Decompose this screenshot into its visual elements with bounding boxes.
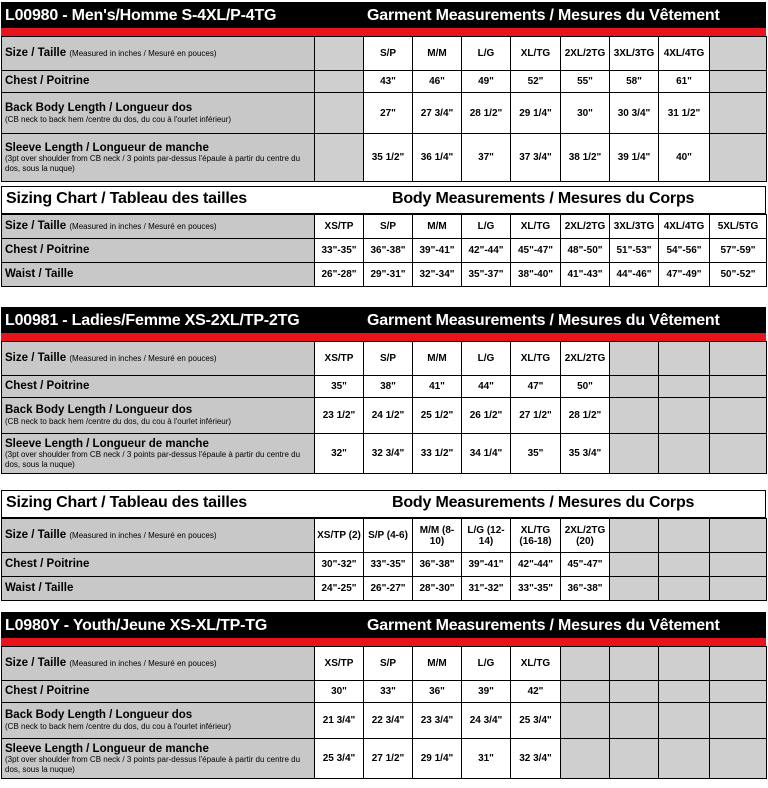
measurement-cell: 36"-38" [364,239,413,263]
measurement-cell: 30 3/4" [610,93,659,134]
measurement-cell: 38 1/2" [561,134,610,182]
measurement-table [1,646,767,779]
size-header-cell: XL/TG [511,647,561,681]
table-row [2,434,767,474]
section-subtitle: Body Measurements / Mesures du Corps [392,494,695,511]
measurement-cell: 39"-41" [462,553,511,577]
measurement-cell: 32"-34" [413,263,462,287]
measurement-cell [710,739,767,779]
row-label-measure-note: (3pt over shoulder from CB neck / 3 points par-dessus l'épaule à partir du centre du dos, sous la nuque) [5,450,301,469]
row-label-text: Back Body Length / Longueur dos [5,709,193,722]
garment-measurements-section [1,612,766,779]
section-header [1,2,766,36]
size-header-cell: L/G [462,647,511,681]
section-title: Sizing Chart / Tableau des tailles [6,494,247,511]
measurement-cell [610,703,659,739]
measurement-cell: 33" [364,681,413,703]
table-row [2,134,767,182]
measurement-cell: 58" [610,71,659,93]
measurement-cell: 26"-28" [315,263,364,287]
measurement-cell: 46" [413,71,462,93]
row-label-text: Waist / Taille [5,268,74,281]
measurement-cell [610,398,659,434]
measurement-cell [610,553,659,577]
measurement-cell [710,553,767,577]
measurement-cell: 39" [462,681,511,703]
size-header-cell: M/M [413,342,462,376]
measurement-cell [659,739,710,779]
measurement-cell [710,577,767,601]
measurement-cell [710,434,767,474]
measurement-cell [710,71,767,93]
measurement-cell: 29 1/4" [511,93,561,134]
measurement-table [1,518,767,601]
size-header-cell: 5XL/5TG [710,215,767,239]
measurement-cell: 52" [511,71,561,93]
measurement-cell [710,376,767,398]
size-header-cell: L/G [462,342,511,376]
table-row [2,519,767,553]
size-header-cell: S/P [364,215,413,239]
section-subtitle: Garment Measurements / Mesures du Vêtement [367,7,720,24]
section-header [1,612,766,646]
row-label-unit-note: (Measured in inches / Mesuré en pouces) [69,49,217,59]
row-label-text: Sleeve Length / Longueur de manche [5,742,209,755]
measurement-cell: 33"-35" [315,239,364,263]
row-label [2,215,315,239]
size-header-cell: 3XL/3TG [610,215,659,239]
measurement-table [1,36,767,182]
measurement-cell: 33"-35" [511,577,561,601]
measurement-cell: 42"-44" [462,239,511,263]
row-label [2,71,315,93]
size-header-cell: XL/TG [511,215,561,239]
measurement-cell: 57"-59" [710,239,767,263]
measurement-cell: 39"-41" [413,239,462,263]
measurement-cell [659,577,710,601]
measurement-cell: 31"-32" [462,577,511,601]
red-accent-bar [1,333,766,341]
measurement-cell [710,134,767,182]
table-row [2,577,767,601]
table-row [2,553,767,577]
measurement-cell: 26"-27" [364,577,413,601]
measurement-cell [315,93,364,134]
row-label [2,263,315,287]
size-header-cell [659,647,710,681]
measurement-cell: 28 1/2" [462,93,511,134]
row-label-text: Back Body Length / Longueur dos [5,404,193,417]
section-header [1,186,766,214]
measurement-cell: 25 3/4" [511,703,561,739]
size-header-cell [561,647,610,681]
measurement-cell: 24 1/2" [364,398,413,434]
size-header-cell [710,342,767,376]
measurement-cell [659,703,710,739]
row-label-text: Chest / Poitrine [5,685,90,698]
row-label-measure-note: (CB neck to back hem /centre du dos, du cou à l'ourlet inférieur) [5,417,232,427]
row-label-text: Chest / Poitrine [5,75,90,88]
size-header-cell: XL/TG [511,342,561,376]
measurement-cell: 41" [413,376,462,398]
measurement-cell: 42"-44" [511,553,561,577]
table-row [2,376,767,398]
garment-measurements-section [1,307,766,474]
measurement-cell [659,398,710,434]
size-header-cell: 4XL/4TG [659,37,710,71]
measurement-cell: 38" [364,376,413,398]
row-label-unit-note: (Measured in inches / Mesuré en pouces) [69,354,217,364]
size-header-cell: XS/TP [315,342,364,376]
size-header-cell: M/M (8-10) [413,519,462,553]
measurement-cell: 23 1/2" [315,398,364,434]
size-header-cell: 4XL/4TG [659,215,710,239]
body-measurements-section [1,490,766,601]
table-row [2,342,767,376]
section-subtitle: Body Measurements / Mesures du Corps [392,190,695,207]
section-subtitle: Garment Measurements / Mesures du Vêtement [367,312,720,329]
measurement-cell: 32 3/4" [511,739,561,779]
measurement-cell [710,398,767,434]
measurement-cell [710,93,767,134]
measurement-cell [659,553,710,577]
size-header-cell [610,519,659,553]
size-header-cell: XS/TP [315,215,364,239]
row-label [2,434,315,474]
table-row [2,647,767,681]
size-header-cell [659,519,710,553]
table-row [2,398,767,434]
row-label [2,342,315,376]
size-header-cell: S/P [364,37,413,71]
measurement-cell: 36" [413,681,462,703]
row-label-unit-note: (Measured in inches / Mesuré en pouces) [69,531,217,541]
size-header-cell: 2XL/2TG [561,342,610,376]
size-header-cell: XL/TG [511,37,561,71]
measurement-cell: 36 1/4" [413,134,462,182]
size-header-cell [710,519,767,553]
measurement-cell: 41"-43" [561,263,610,287]
size-header-cell: XS/TP [315,647,364,681]
section-title: L0980Y - Youth/Jeune XS-XL/TP-TG [5,617,268,634]
measurement-cell: 54"-56" [659,239,710,263]
measurement-cell: 42" [511,681,561,703]
measurement-cell: 27 1/2" [364,739,413,779]
measurement-cell: 33"-35" [364,553,413,577]
measurement-cell: 38"-40" [511,263,561,287]
row-label-measure-note: (3pt over shoulder from CB neck / 3 points par-dessus l'épaule à partir du centre du dos, sous la nuque) [5,154,301,173]
row-label [2,703,315,739]
measurement-cell: 26 1/2" [462,398,511,434]
measurement-cell: 35 3/4" [561,434,610,474]
measurement-cell: 47" [511,376,561,398]
measurement-cell: 43" [364,71,413,93]
measurement-cell: 44"-46" [610,263,659,287]
measurement-cell: 36"-38" [561,577,610,601]
size-header-cell: S/P [364,647,413,681]
measurement-cell [610,376,659,398]
row-label [2,376,315,398]
measurement-cell: 49" [462,71,511,93]
table-row [2,681,767,703]
measurement-cell: 32" [315,434,364,474]
measurement-cell: 35 1/2" [364,134,413,182]
measurement-cell [710,681,767,703]
size-header-cell: S/P [364,342,413,376]
measurement-cell: 35"-37" [462,263,511,287]
row-label-text: Waist / Taille [5,582,74,595]
table-row [2,37,767,71]
measurement-cell [610,577,659,601]
measurement-cell [659,376,710,398]
section-header [1,307,766,341]
measurement-cell: 31" [462,739,511,779]
measurement-cell: 61" [659,71,710,93]
row-label-text: Size / Taille [5,47,67,60]
table-row [2,215,767,239]
table-row [2,739,767,779]
size-header-cell: L/G (12-14) [462,519,511,553]
measurement-cell: 39 1/4" [610,134,659,182]
measurement-cell: 50"-52" [710,263,767,287]
size-header-cell [610,647,659,681]
red-accent-bar [1,638,766,646]
measurement-cell: 29"-31" [364,263,413,287]
measurement-cell [659,681,710,703]
measurement-cell [315,71,364,93]
row-label-text: Sleeve Length / Longueur de manche [5,141,209,154]
section-title: L00980 - Men's/Homme S-4XL/P-4TG [5,7,277,24]
measurement-cell [315,134,364,182]
measurement-table [1,214,767,287]
size-header-cell: M/M [413,215,462,239]
measurement-cell: 29 1/4" [413,739,462,779]
row-label-unit-note: (Measured in inches / Mesuré en pouces) [69,222,217,232]
size-header-cell: XL/TG (16-18) [511,519,561,553]
row-label-text: Sleeve Length / Longueur de manche [5,437,209,450]
measurement-cell: 30" [561,93,610,134]
measurement-cell: 45"-47" [511,239,561,263]
measurement-cell: 40" [659,134,710,182]
measurement-cell: 27" [364,93,413,134]
measurement-cell: 36"-38" [413,553,462,577]
measurement-cell: 30" [315,681,364,703]
row-label [2,739,315,779]
measurement-table [1,341,767,474]
measurement-cell: 35" [511,434,561,474]
measurement-cell: 28"-30" [413,577,462,601]
row-label [2,93,315,134]
row-label-text: Size / Taille [5,352,67,365]
size-header-cell: XS/TP (2) [315,519,364,553]
measurement-cell: 25 3/4" [315,739,364,779]
measurement-cell: 48"-50" [561,239,610,263]
row-label-measure-note: (3pt over shoulder from CB neck / 3 points par-dessus l'épaule à partir du centre du dos, sous la nuque) [5,755,301,774]
row-label [2,577,315,601]
row-label [2,37,315,71]
measurement-cell [610,681,659,703]
row-label-unit-note: (Measured in inches / Mesuré en pouces) [69,659,217,669]
measurement-cell: 44" [462,376,511,398]
section-header [1,490,766,518]
size-header-cell: S/P (4-6) [364,519,413,553]
row-label-text: Size / Taille [5,220,67,233]
table-row [2,239,767,263]
size-header-cell [659,342,710,376]
measurement-cell: 47"-49" [659,263,710,287]
measurement-cell: 35" [315,376,364,398]
size-header-cell: 2XL/2TG (20) [561,519,610,553]
size-header-cell: L/G [462,215,511,239]
row-label [2,553,315,577]
row-label-text: Chest / Poitrine [5,244,90,257]
measurement-cell: 27 3/4" [413,93,462,134]
section-title: L00981 - Ladies/Femme XS-2XL/TP-2TG [5,312,300,329]
measurement-cell [561,739,610,779]
measurement-cell: 22 3/4" [364,703,413,739]
row-label [2,134,315,182]
row-label-text: Chest / Poitrine [5,558,90,571]
measurement-cell: 24"-25" [315,577,364,601]
row-label [2,519,315,553]
red-accent-bar [1,28,766,36]
measurement-cell: 37 3/4" [511,134,561,182]
measurement-cell [659,434,710,474]
size-header-cell: 3XL/3TG [610,37,659,71]
row-label [2,398,315,434]
measurement-cell [610,434,659,474]
size-header-cell: 2XL/2TG [561,37,610,71]
size-header-cell: L/G [462,37,511,71]
size-header-cell: M/M [413,647,462,681]
measurement-cell: 45"-47" [561,553,610,577]
measurement-cell: 32 3/4" [364,434,413,474]
size-header-cell: M/M [413,37,462,71]
measurement-cell: 23 3/4" [413,703,462,739]
section-subtitle: Garment Measurements / Mesures du Vêtement [367,617,720,634]
size-header-cell: 2XL/2TG [561,215,610,239]
row-label [2,681,315,703]
measurement-cell: 50" [561,376,610,398]
measurement-cell: 37" [462,134,511,182]
table-row [2,93,767,134]
size-header-cell [710,647,767,681]
row-label-measure-note: (CB neck to back hem /centre du dos, du cou à l'ourlet inférieur) [5,114,232,124]
row-label-text: Back Body Length / Longueur dos [5,101,193,114]
measurement-cell [561,681,610,703]
table-row [2,703,767,739]
measurement-cell [561,703,610,739]
measurement-cell: 33 1/2" [413,434,462,474]
size-header-cell [610,342,659,376]
measurement-cell: 28 1/2" [561,398,610,434]
size-header-cell [710,37,767,71]
row-label-text: Size / Taille [5,657,67,670]
measurement-cell [610,739,659,779]
row-label-text: Chest / Poitrine [5,380,90,393]
measurement-cell [710,703,767,739]
table-row [2,263,767,287]
size-header-cell [315,37,364,71]
measurement-cell: 30"-32" [315,553,364,577]
measurement-cell: 51"-53" [610,239,659,263]
row-label-measure-note: (CB neck to back hem /centre du dos, du cou à l'ourlet inférieur) [5,722,232,732]
measurement-cell: 31 1/2" [659,93,710,134]
measurement-cell: 21 3/4" [315,703,364,739]
measurement-cell: 27 1/2" [511,398,561,434]
row-label-text: Size / Taille [5,529,67,542]
measurement-cell: 55" [561,71,610,93]
garment-measurements-section [1,2,766,182]
section-title: Sizing Chart / Tableau des tailles [6,190,247,207]
measurement-cell: 24 3/4" [462,703,511,739]
body-measurements-section [1,186,766,287]
row-label [2,239,315,263]
measurement-cell: 34 1/4" [462,434,511,474]
row-label [2,647,315,681]
table-row [2,71,767,93]
measurement-cell: 25 1/2" [413,398,462,434]
